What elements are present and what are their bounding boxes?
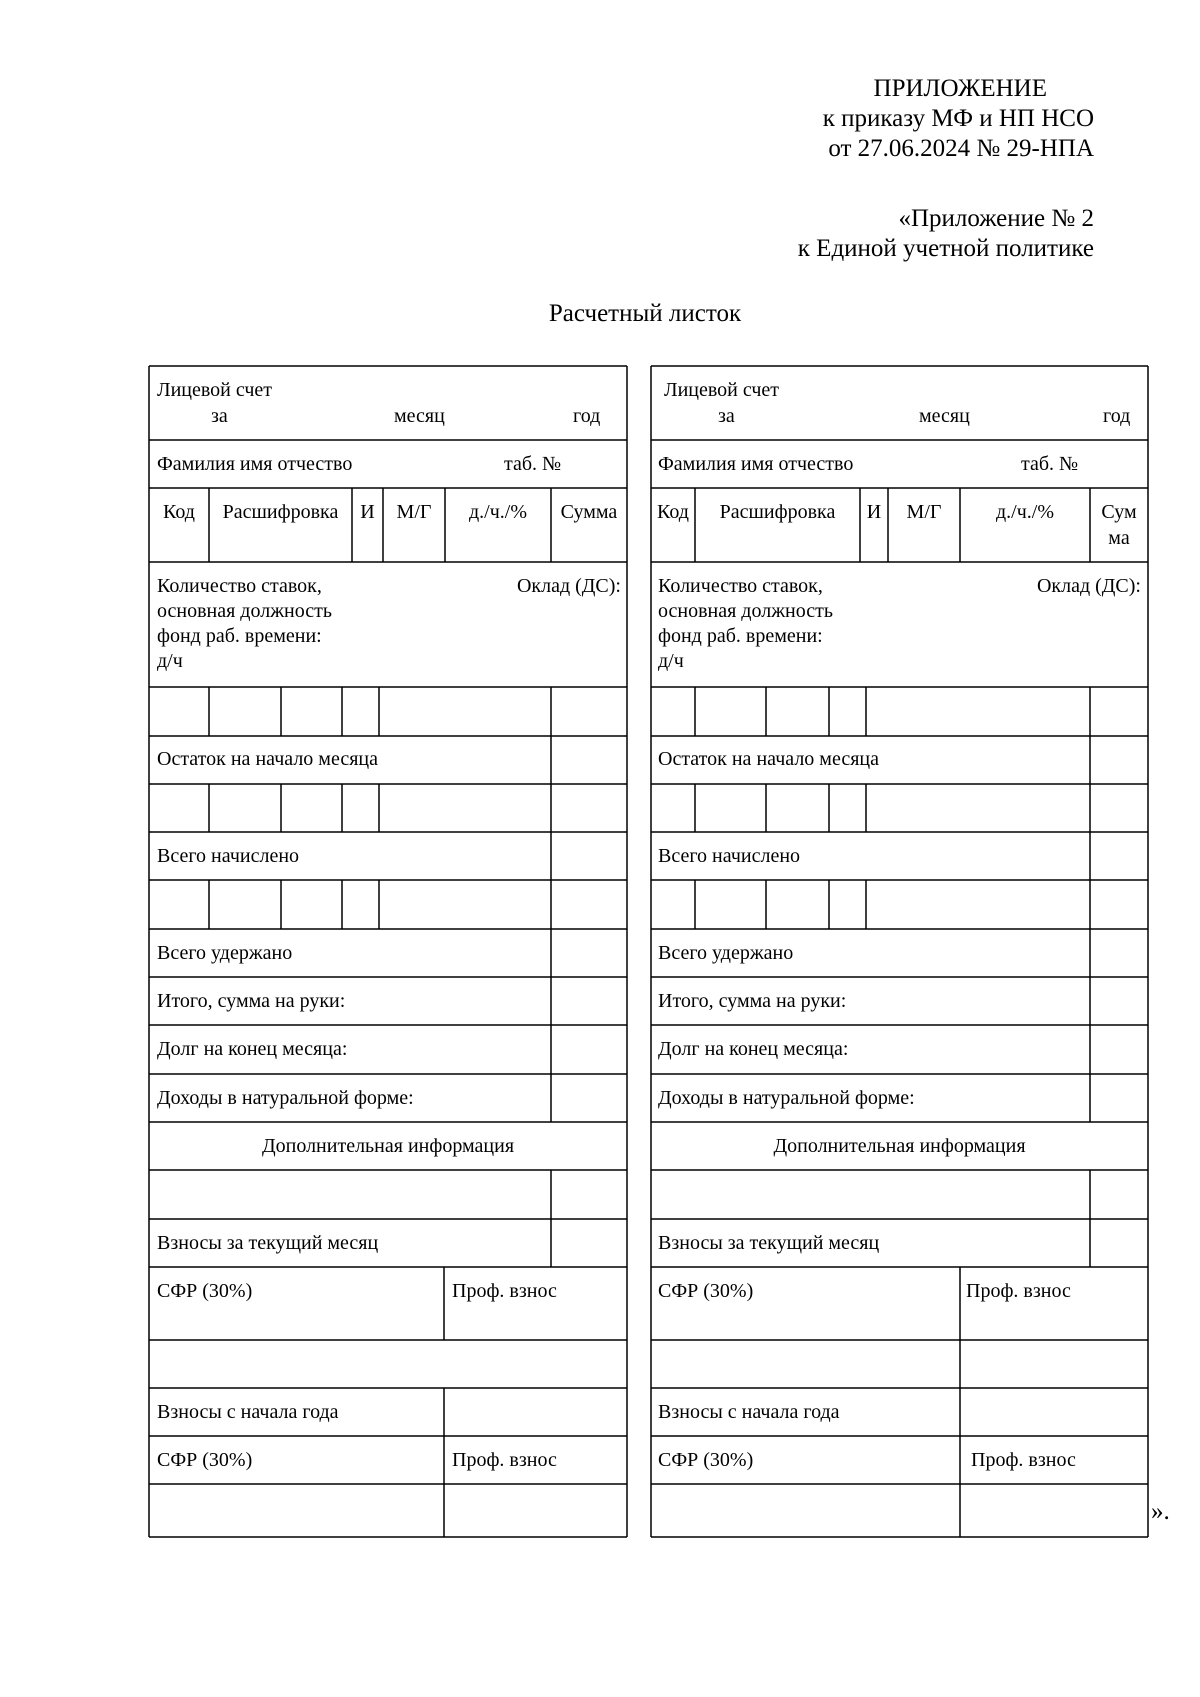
in-kind-label: Доходы в натуральной форме: — [157, 1087, 414, 1109]
column-i: И — [866, 501, 882, 523]
column-sum: Сум — [1101, 501, 1137, 523]
fund-label: фонд раб. времени: — [658, 625, 823, 647]
prof-year-label: Проф. взнос — [452, 1449, 557, 1471]
net-pay-label: Итого, сумма на руки: — [157, 990, 346, 1012]
tab-number-label: таб. № — [504, 453, 562, 475]
rates-label: Количество ставок, — [658, 575, 823, 597]
appendix-label: ПРИЛОЖЕНИЕ — [873, 75, 1047, 102]
order-line: к приказу МФ и НП НСО — [822, 105, 1094, 132]
column-decoding: Расшифровка — [719, 501, 836, 523]
column-code: Код — [163, 501, 195, 523]
document-title: Расчетный листок — [548, 300, 742, 327]
contrib-year-label: Взносы с начала года — [658, 1401, 840, 1423]
column-dch: д./ч./% — [995, 501, 1054, 523]
sfr-year-label: СФР (30%) — [157, 1449, 253, 1471]
prof-label: Проф. взнос — [966, 1280, 1071, 1302]
month-label: месяц — [919, 405, 970, 427]
salary-label: Оклад (ДС): — [1036, 575, 1141, 597]
contrib-year-label: Взносы с начала года — [157, 1401, 339, 1423]
salary-label: Оклад (ДС): — [516, 575, 621, 597]
sfr-year-label: СФР (30%) — [658, 1449, 754, 1471]
column-sum: Сумма — [560, 501, 618, 523]
sfr-label: СФР (30%) — [157, 1280, 253, 1302]
prof-year-label: Проф. взнос — [971, 1449, 1076, 1471]
year-label: год — [1103, 405, 1131, 427]
account-label: Лицевой счет — [664, 379, 780, 401]
annex-line: «Приложение № 2 — [898, 205, 1094, 232]
position-label: основная должность — [157, 600, 332, 622]
in-kind-label: Доходы в натуральной форме: — [658, 1087, 915, 1109]
closing-quote-mark: ». — [1151, 1498, 1170, 1525]
fund-label: фонд раб. времени: — [157, 625, 322, 647]
column-mg: М/Г — [906, 501, 942, 523]
balance-start-label: Остаток на начало месяца — [658, 748, 879, 770]
total-accrued-label: Всего начислено — [157, 845, 300, 867]
fio-label: Фамилия имя отчество — [157, 453, 353, 475]
for-label: за — [718, 405, 735, 427]
for-label: за — [211, 405, 228, 427]
column-decoding: Расшифровка — [222, 501, 339, 523]
debt-end-label: Долг на конец месяца: — [157, 1038, 348, 1060]
policy-line: к Единой учетной политике — [797, 235, 1094, 262]
tab-number-label: таб. № — [1021, 453, 1079, 475]
month-label: месяц — [394, 405, 445, 427]
total-accrued-label: Всего начислено — [658, 845, 801, 867]
debt-end-label: Долг на конец месяца: — [658, 1038, 849, 1060]
column-code: Код — [657, 501, 689, 523]
contrib-month-label: Взносы за текущий месяц — [658, 1232, 880, 1254]
column-dch: д./ч./% — [468, 501, 527, 523]
column-i: И — [360, 501, 375, 523]
fio-label: Фамилия имя отчество — [658, 453, 854, 475]
additional-info-label: Дополнительная информация — [773, 1135, 1026, 1157]
total-withheld-label: Всего удержано — [157, 942, 293, 964]
contrib-month-label: Взносы за текущий месяц — [157, 1232, 379, 1254]
account-label: Лицевой счет — [157, 379, 273, 401]
net-pay-label: Итого, сумма на руки: — [658, 990, 847, 1012]
prof-label: Проф. взнос — [452, 1280, 557, 1302]
year-label: год — [573, 405, 601, 427]
rates-label: Количество ставок, — [157, 575, 322, 597]
order-date-line: от 27.06.2024 № 29-НПА — [828, 135, 1094, 162]
total-withheld-label: Всего удержано — [658, 942, 794, 964]
dh-label: д/ч — [157, 650, 183, 672]
additional-info-label: Дополнительная информация — [261, 1135, 515, 1157]
dh-label: д/ч — [658, 650, 684, 672]
balance-start-label: Остаток на начало месяца — [157, 748, 378, 770]
column-sum-continued: ма — [1108, 527, 1130, 549]
sfr-label: СФР (30%) — [658, 1280, 754, 1302]
column-mg: М/Г — [396, 501, 432, 523]
position-label: основная должность — [658, 600, 833, 622]
